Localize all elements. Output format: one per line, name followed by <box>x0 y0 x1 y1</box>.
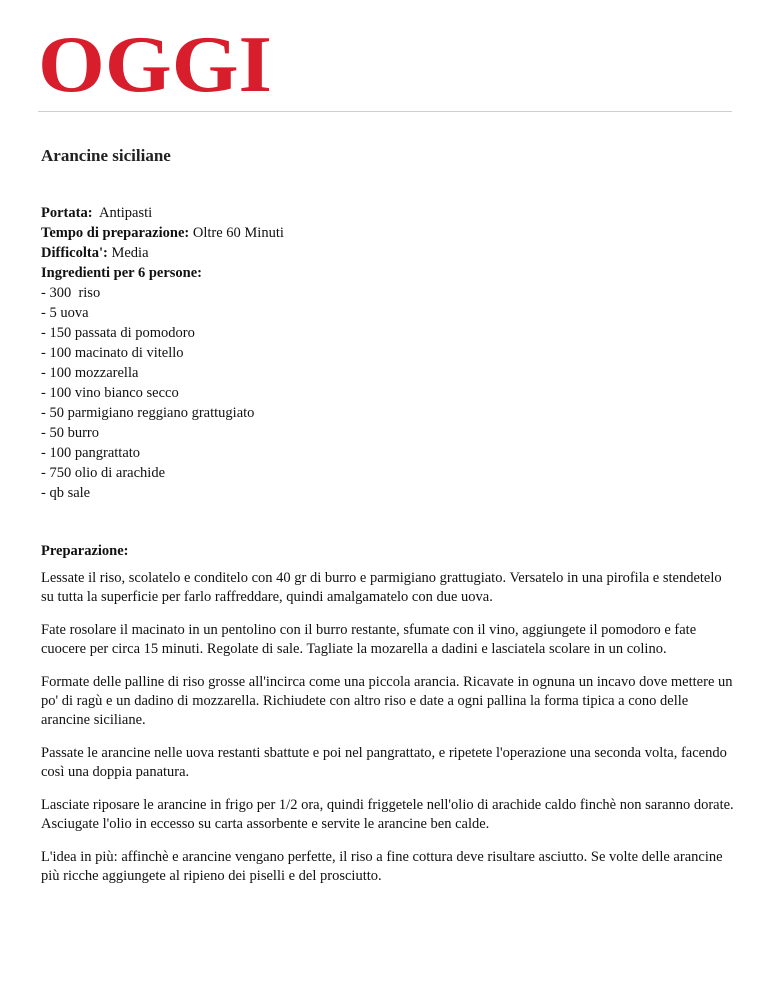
ingredient-item: - 50 burro <box>41 425 99 441</box>
field-value: Oltre 60 Minuti <box>192 225 284 241</box>
field-label: Difficolta': <box>41 245 108 261</box>
ingredient-item: - 300 riso <box>41 285 101 301</box>
ingredients-heading: Ingredienti per 6 persone: <box>41 265 202 281</box>
recipe-title: Arancine siciliane <box>41 146 171 165</box>
ingredient-item: - 100 mozzarella <box>41 365 139 381</box>
ingredient-item: - 150 passata di pomodoro <box>41 325 195 341</box>
ingredient-item: - qb sale <box>41 485 91 501</box>
preparation-paragraph: Formate delle palline di riso grosse all'incirca come una piccola arancia. Ricavate in ognuna un incavo dove mettere un po' di ragù e un dadino di mozzarella. Richiudete con altro riso e date a ogni pallina la forma tipica a cono delle arancine siciliane. <box>41 674 733 728</box>
oggi-logo <box>38 33 274 97</box>
field-portata <box>41 203 731 223</box>
preparation-heading: Preparazione: <box>41 543 129 559</box>
preparation-paragraph: Fate rosolare il macinato in un pentolino con il burro restante, sfumate con il vino, aggiungete il pomodoro e fate cuocere per circa 15 minuti. Regolate di sale. Tagliate la mozarella a dadini e lasciatela scolare in un colino. <box>41 622 697 657</box>
preparation-paragraph: Passate le arancine nelle uova restanti sbattute e poi nel pangrattato, e ripetete l'operazione una seconda volta, facendo così una doppia panatura. <box>41 745 727 780</box>
recipe-details <box>41 203 731 503</box>
field-label: Tempo di preparazione: <box>41 225 190 241</box>
preparation-paragraph: Lessate il riso, scolatelo e conditelo con 40 gr di burro e parmigiano grattugiato. Versatelo in una pirofila e stendetelo su tutta la superficie per farlo raffreddare, quindi amalgamatelo con due uova. <box>41 570 722 605</box>
ingredient-item: - 5 uova <box>41 305 89 321</box>
ingredient-item: - 50 parmigiano reggiano grattugiato <box>41 405 255 421</box>
preparation-paragraph: L'idea in più: affinchè e arancine vengano perfette, il riso a fine cottura deve risultare asciutto. Se volte delle arancine più ricche aggiungete al ripieno dei piselli e del prosciutto. <box>41 849 723 884</box>
ingredients-list <box>41 283 731 503</box>
ingredient-item: - 100 pangrattato <box>41 445 141 461</box>
ingredient-item: - 100 vino bianco secco <box>41 385 179 401</box>
preparation-paragraph: Lasciate riposare le arancine in frigo per 1/2 ora, quindi friggetele nell'olio di arachide caldo finchè non saranno dorate. Asciugate l'olio in eccesso su carta assorbente e servite le arancine ben calde. <box>41 797 734 832</box>
header-divider <box>38 111 732 112</box>
field-value: Antipasti <box>98 205 153 221</box>
oggi-logo-text: OGGI <box>38 33 272 97</box>
ingredient-item: - 750 olio di arachide <box>41 465 166 481</box>
field-difficolta <box>41 243 731 263</box>
field-label: Portata: <box>41 205 93 221</box>
ingredient-item: - 100 macinato di vitello <box>41 345 184 361</box>
field-value: Media <box>111 245 149 261</box>
preparation-steps <box>41 569 735 900</box>
field-tempo-preparazione <box>41 223 731 243</box>
